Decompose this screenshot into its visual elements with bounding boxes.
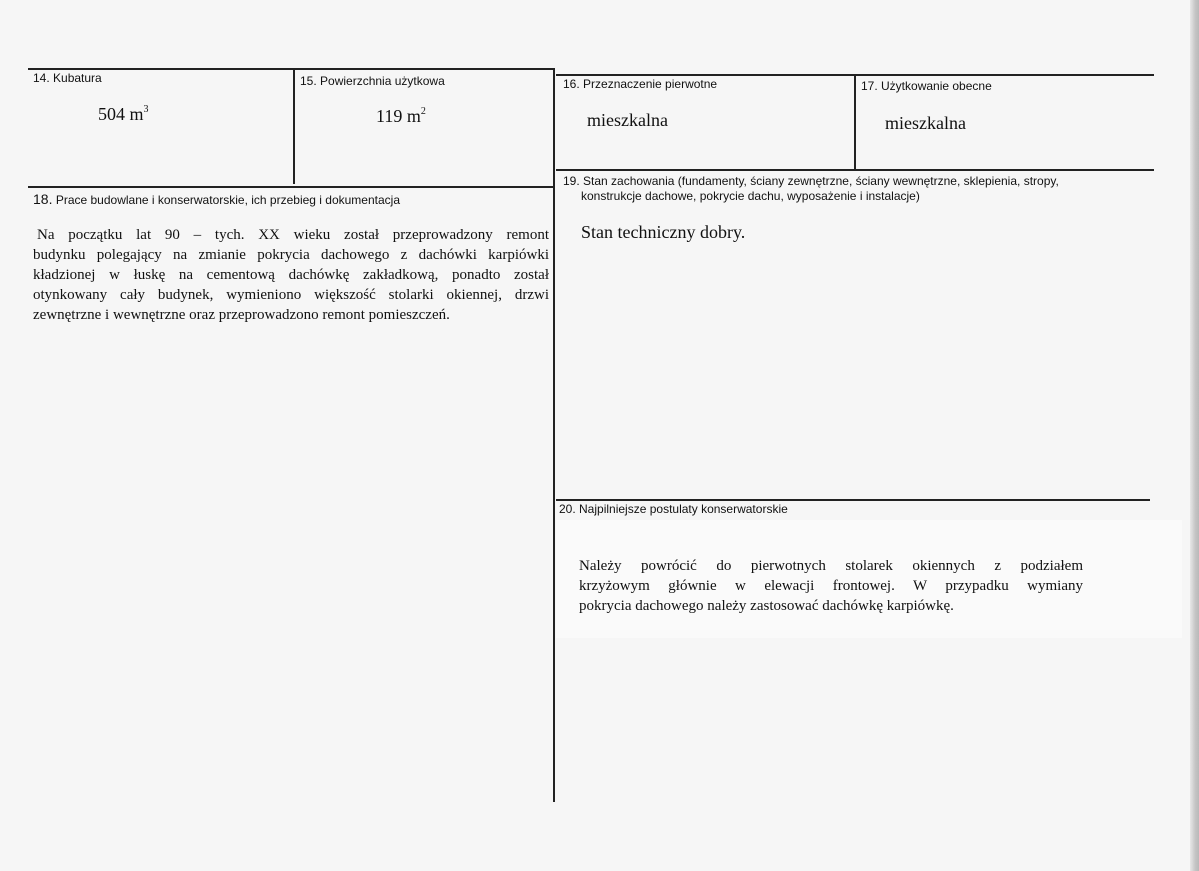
text-postulaty-line: pokrycia dachowego należy zastosować dachówkę karpiówkę.: [579, 598, 954, 614]
rule-20: [556, 499, 1150, 501]
main-divider: [553, 68, 555, 802]
divider-14-15: [293, 68, 295, 184]
value-kubatura-text: 504 m: [98, 104, 144, 124]
label-stan-line1: 19. Stan zachowania (fundamenty, ściany zewnętrzne, ściany wewnętrzne, sklepienia, stropy,: [563, 174, 1059, 188]
label-stan-line2: konstrukcje dachowe, pokrycie dachu, wyposażenie i instalacje): [581, 189, 920, 203]
value-przeznaczenie: mieszkalna: [587, 110, 668, 130]
text-postulaty-line: Należy powrócić do pierwotnych stolarek okiennych z podziałem: [579, 558, 1083, 574]
text-postulaty-line: krzyżowym głównie w elewacji frontowej. W przypadku wymiany: [579, 578, 1083, 594]
label-postulaty: 20. Najpilniejsze postulaty konserwatorskie: [559, 502, 788, 516]
text-prace-line: zewnętrzne i wewnętrzne oraz przeprowadzono remont pomieszczeń.: [33, 307, 450, 323]
text-prace-line: kładzionej w łuskę na cementową dachówkę zakładkową, ponadto został: [33, 267, 549, 283]
label-prace-num: 18.: [33, 191, 53, 207]
text-prace-line: Na początku lat 90 – tych. XX wieku został przeprowadzony remont: [37, 227, 549, 243]
value-kubatura: [98, 104, 149, 125]
value-powierzchnia-sup: 2: [420, 106, 426, 117]
label-przeznaczenie: 16. Przeznaczenie pierwotne: [563, 77, 718, 91]
rule-18: [28, 186, 554, 188]
page-edge: [1190, 0, 1199, 871]
label-powierzchnia: 15. Powierzchnia użytkowa: [300, 74, 445, 88]
label-prace: [33, 192, 400, 207]
divider-16-17: [854, 74, 856, 169]
text-postulaty: [579, 556, 1083, 616]
text-prace-line: budynku polegający na zmianie pokrycia dachowego z dachówki karpiówki: [33, 247, 549, 263]
text-prace: [33, 225, 549, 325]
value-powierzchnia-text: 119 m: [376, 106, 421, 126]
text-prace-line: otynkowany cały budynek, wymieniono większość stolarki okiennej, drzwi: [33, 287, 549, 303]
label-uzytkowanie: 17. Użytkowanie obecne: [861, 79, 992, 93]
top-rule: [28, 68, 554, 70]
value-uzytkowanie: mieszkalna: [885, 113, 966, 133]
value-powierzchnia: [376, 106, 426, 127]
label-prace-text: Prace budowlane i konserwatorskie, ich przebieg i dokumentacja: [55, 193, 400, 207]
value-stan: Stan techniczny dobry.: [581, 222, 746, 242]
label-kubatura: 14. Kubatura: [33, 71, 102, 85]
rule-19: [556, 169, 1154, 171]
value-kubatura-sup: 3: [143, 104, 149, 115]
